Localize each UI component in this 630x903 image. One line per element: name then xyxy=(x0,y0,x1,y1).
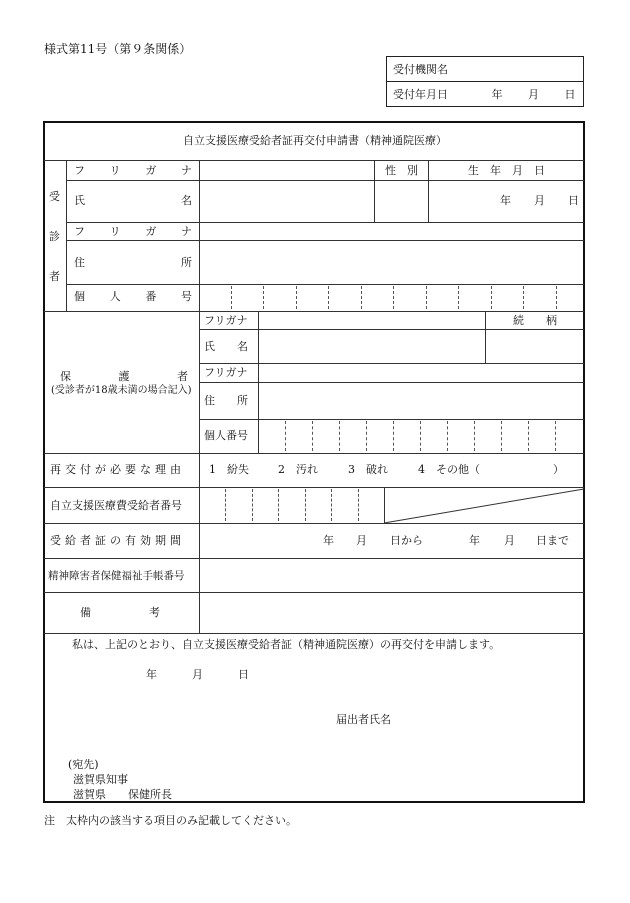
patient-address-label: 住 所 xyxy=(74,256,192,269)
validity-label: 受給者証の有効期間 xyxy=(50,534,185,547)
addressee-prefix: (宛先) xyxy=(68,758,99,771)
guardian-furigana2-field[interactable] xyxy=(259,364,584,382)
birthdate-label: 生 年 月 日 xyxy=(468,164,545,177)
diagonal-slash xyxy=(384,488,584,524)
sex-field[interactable] xyxy=(375,181,428,222)
guardian-furigana2-label: フリガナ xyxy=(204,366,248,379)
guardian-section-label: 保 護 者 xyxy=(60,370,188,383)
applicant-name-field[interactable] xyxy=(400,708,570,730)
application-date-field[interactable] xyxy=(120,664,260,684)
addressee-health-center: 滋賀県 保健所長 xyxy=(73,788,172,801)
guardian-furigana-field[interactable] xyxy=(259,312,485,329)
agency-name-field[interactable]: 受付機関名 xyxy=(387,57,584,82)
applicant-name-label: 届出者氏名 xyxy=(336,713,391,726)
relation-label: 続 柄 xyxy=(513,314,557,327)
reissue-reason-label: 再交付が必要な理由 xyxy=(50,463,185,476)
patient-furigana-field[interactable] xyxy=(200,161,374,180)
form-number: 様式第11号（第９条関係） xyxy=(44,42,192,56)
handbook-number-field[interactable] xyxy=(200,559,584,592)
guardian-address-field[interactable] xyxy=(259,383,584,419)
patient-my-number-label: 個 人 番 号 xyxy=(74,290,192,303)
declaration-text: 私は、上記のとおり、自立支援医療受給者証（精神通院医療）の再交付を申請します。 xyxy=(72,638,501,651)
validity-field[interactable] xyxy=(200,524,584,558)
footer-note: 注 太枠内の該当する項目のみ記載してください。 xyxy=(44,814,297,827)
reason-other[interactable]: 4 その他（ xyxy=(418,463,480,476)
patient-my-number-field[interactable] xyxy=(200,285,584,311)
reason-dirty[interactable]: 2 汚れ xyxy=(278,463,318,476)
reason-torn[interactable]: 3 破れ xyxy=(348,463,388,476)
patient-furigana-label: フ リ ガ ナ xyxy=(74,164,192,177)
patient-furigana2-field[interactable] xyxy=(200,223,584,240)
guardian-my-number-label: 個人番号 xyxy=(204,429,248,442)
guardian-my-number-field[interactable] xyxy=(259,420,584,453)
guardian-address-label: 住 所 xyxy=(204,394,248,407)
sex-label: 性 別 xyxy=(385,164,418,177)
guardian-name-label: 氏 名 xyxy=(204,340,248,353)
handbook-number-label: 精神障害者保健福祉手帳番号 xyxy=(48,570,185,582)
guardian-condition: (受診者が18歳未満の場合記入) xyxy=(51,385,192,396)
patient-address-field[interactable] xyxy=(200,241,584,284)
patient-name-field[interactable] xyxy=(200,181,374,222)
reason-lost[interactable]: 1 紛失 xyxy=(209,463,249,476)
recipient-number-field[interactable] xyxy=(200,488,384,523)
patient-furigana2-label: フ リ ガ ナ xyxy=(74,225,192,238)
patient-name-label: 氏 名 xyxy=(74,194,192,207)
guardian-name-field[interactable] xyxy=(259,330,485,363)
remarks-label: 備 考 xyxy=(80,606,160,619)
form-title: 自立支援医療受給者証再交付申請書（精神通院医療） xyxy=(183,134,447,147)
reception-box xyxy=(386,56,584,107)
addressee-governor: 滋賀県知事 xyxy=(73,773,128,786)
reception-date-field[interactable]: 受付年月日 年 月 日 xyxy=(387,82,584,107)
recipient-number-label: 自立支援医療費受給者番号 xyxy=(50,499,182,512)
remarks-field[interactable] xyxy=(200,593,584,633)
relation-field[interactable] xyxy=(486,330,584,363)
guardian-furigana-label: フリガナ xyxy=(204,314,248,327)
